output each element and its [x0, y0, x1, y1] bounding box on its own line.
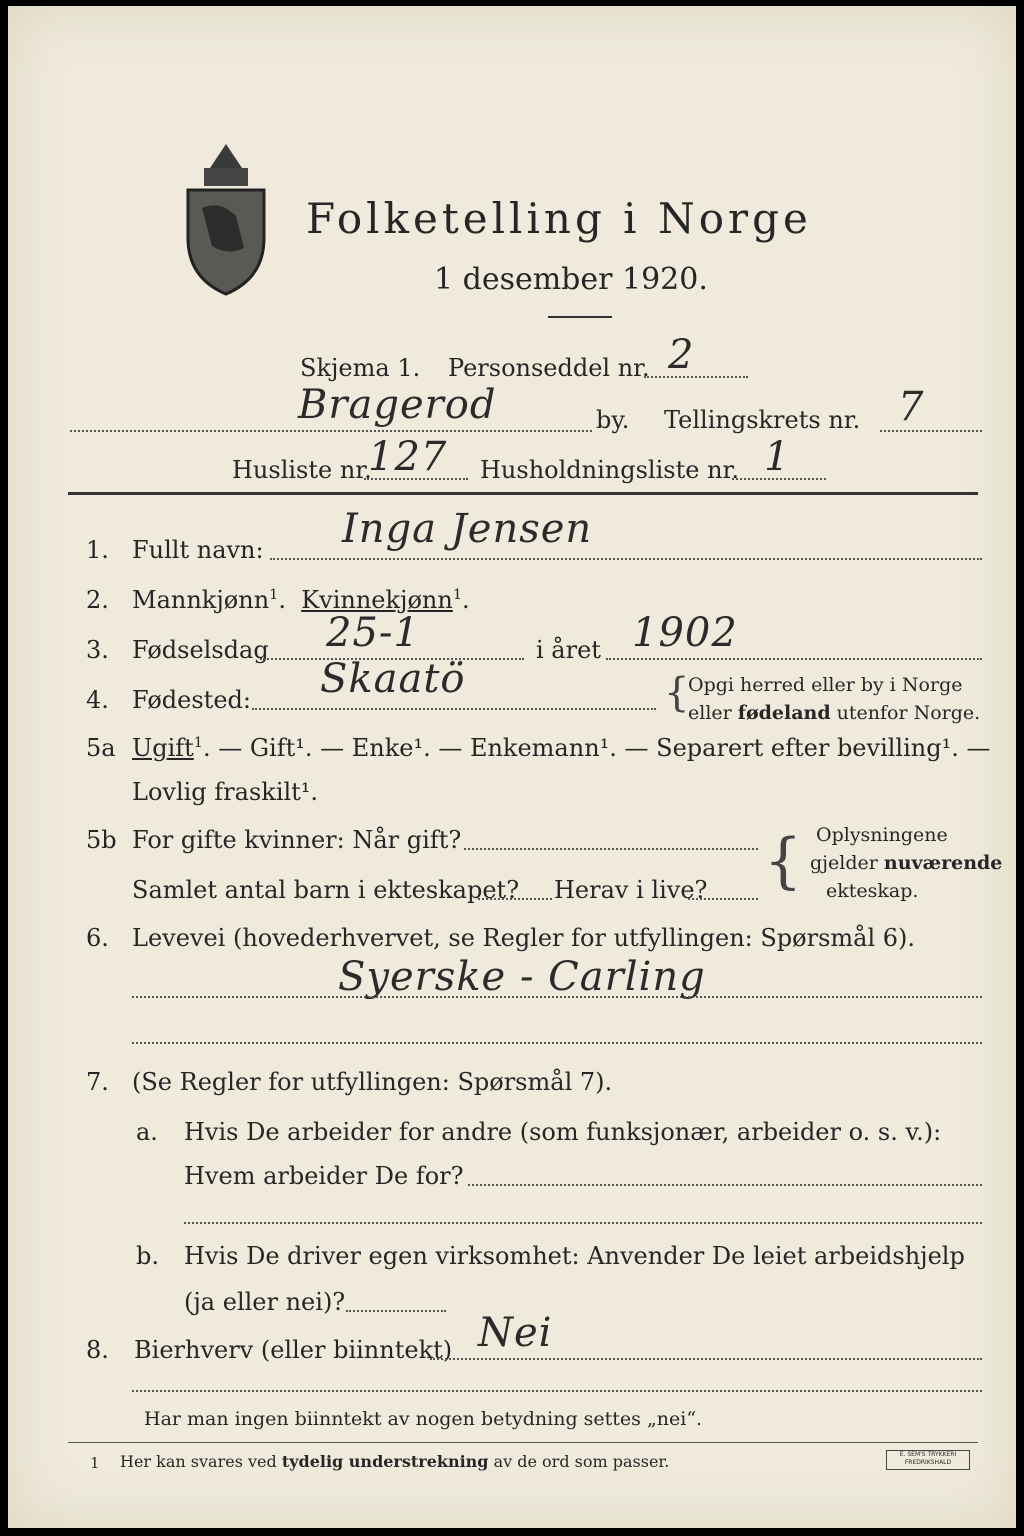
- q8-number: 8.: [86, 1336, 109, 1364]
- side-income-label: Bierhverv (eller biinntekt): [134, 1336, 453, 1364]
- census-date: 1 desember 1920.: [434, 262, 708, 297]
- tellingskrets-value: 7: [898, 384, 925, 430]
- side-income-value: Nei: [478, 1310, 553, 1356]
- coat-of-arms-icon: [180, 138, 272, 298]
- form-title: Folketelling i Norge: [306, 194, 812, 243]
- marriage-note-1: Oplysningene: [816, 824, 948, 846]
- marriage-note-2: gjelder nuværende: [810, 852, 1003, 874]
- schema-label: Skjema 1.: [300, 354, 421, 382]
- gender-options: Mannkjønn$^1$. Kvinnekjønn$^1$.: [132, 586, 470, 614]
- q3-number: 3.: [86, 636, 109, 664]
- marital-status-divorced: Lovlig fraskilt¹.: [132, 778, 319, 806]
- children-total-label: Samlet antal barn i ekteskapet?: [132, 876, 520, 904]
- q2-number: 2.: [86, 586, 109, 614]
- q5b-number: 5b: [86, 826, 117, 854]
- q4-number: 4.: [86, 686, 109, 714]
- birthdate-label: Fødselsdag: [132, 636, 269, 664]
- employer-label: Hvem arbeider De for?: [184, 1162, 464, 1190]
- employer-question: Hvis De arbeider for andre (som funksjonær, arbeider o. s. v.):: [184, 1118, 942, 1146]
- occupation-value: Syerske - Carling: [338, 954, 706, 1000]
- q5a-number: 5a: [86, 734, 116, 762]
- q7-number: 7.: [86, 1068, 109, 1096]
- full-name-label: Fullt navn:: [132, 536, 264, 564]
- q1-number: 1.: [86, 536, 109, 564]
- birthplace-note: Opgi herred eller by i Norge: [688, 674, 963, 696]
- q7a-number: a.: [136, 1118, 158, 1146]
- q7b-number: b.: [136, 1242, 159, 1270]
- footnote-number: 1: [90, 1454, 100, 1472]
- side-income-note: Har man ingen biinntekt av nogen betydning settes „nei“.: [144, 1408, 703, 1430]
- self-employed-question: Hvis De driver egen virksomhet: Anvender De leiet arbeidshjelp: [184, 1242, 965, 1270]
- printer-stamp: E. SEM'S TRYKKERI FREDRIKSHALD: [886, 1450, 970, 1470]
- birthplace-value: Skaatö: [320, 656, 466, 702]
- birthyear-value: 1902: [632, 610, 738, 656]
- tellingskrets-label: Tellingskrets nr.: [664, 406, 861, 434]
- husholdning-value: 1: [764, 434, 791, 480]
- q6-number: 6.: [86, 924, 109, 952]
- birthplace-note-2: eller fødeland utenfor Norge.: [688, 702, 981, 724]
- husliste-label: Husliste nr.: [232, 456, 372, 484]
- census-form-page: Folketelling i Norge 1 desember 1920. Skjema 1. Personseddel nr. 2 Bragerod by. Tellingskrets nr. 7 Husliste nr. 127 Husholdningsliste nr. 1 1. Fullt navn: Inga Jensen 2. Mannkjønn$^1$. Kvinnekjønn$^1$. 3. Fødselsdag 25-1 i året 1902 4. Fødested: Skaatö { Opgi herred eller by i Norge eller fødeland utenfor Norge. 5a Ugift$^1$. — Gift¹. — Enke¹. — Enkemann¹. — Separert efter bevilling¹. — Lovlig fraskilt¹. 5b For gifte kvinner: Når gift? Samlet antal barn i ekteskapet? Herav i live? { Oplysningene gjelder nuværende ekteskap. 6. Levevei (hovederhvervet, se Regler for utfyllingen: Spørsmål 6). Syerske - Carling 7. (Se Regler for utfyllingen: Spørsmål 7). a. Hvis De arbeider for andre (som funksjonær, arbeider o. s. v.): Hvem arbeider De for? b. Hvis De driver egen virksomhet: Anvender De leiet arbeidshjelp (ja eller nei)? 8. Bierhverv (eller biinntekt) Nei Har man ingen biinntekt av nogen betydning settes „nei“. 1 Her kan svares ved tydelig understrekning av de ord som passer. E. SEM'S TRYKKERI FREDRIKSHALD: [8, 6, 1016, 1528]
- footnote-text: Her kan svares ved tydelig understrekning av de ord som passer.: [120, 1452, 670, 1471]
- person-label: Personseddel nr.: [448, 354, 650, 382]
- birthplace-label: Fødested:: [132, 686, 251, 714]
- q7-label: (Se Regler for utfyllingen: Spørsmål 7).: [132, 1068, 613, 1096]
- occupation-label: Levevei (hovederhvervet, se Regler for utfyllingen: Spørsmål 6).: [132, 924, 916, 952]
- marriage-note-3: ekteskap.: [826, 880, 919, 902]
- person-number-value: 2: [668, 332, 695, 378]
- husholdning-label: Husholdningsliste nr.: [480, 456, 739, 484]
- birthyear-label: i året: [536, 636, 601, 664]
- children-alive-label: Herav i live?: [554, 876, 708, 904]
- by-label: by.: [596, 406, 630, 434]
- hired-help-label: (ja eller nei)?: [184, 1288, 346, 1316]
- birthdate-value: 25-1: [326, 610, 420, 656]
- city-value: Bragerod: [298, 382, 497, 428]
- marital-status-options: Ugift$^1$. — Gift¹. — Enke¹. — Enkemann¹. — Separert efter bevilling¹. —: [132, 734, 991, 762]
- married-when-label: For gifte kvinner: Når gift?: [132, 826, 462, 854]
- husliste-value: 127: [368, 434, 448, 480]
- full-name-value: Inga Jensen: [342, 506, 593, 552]
